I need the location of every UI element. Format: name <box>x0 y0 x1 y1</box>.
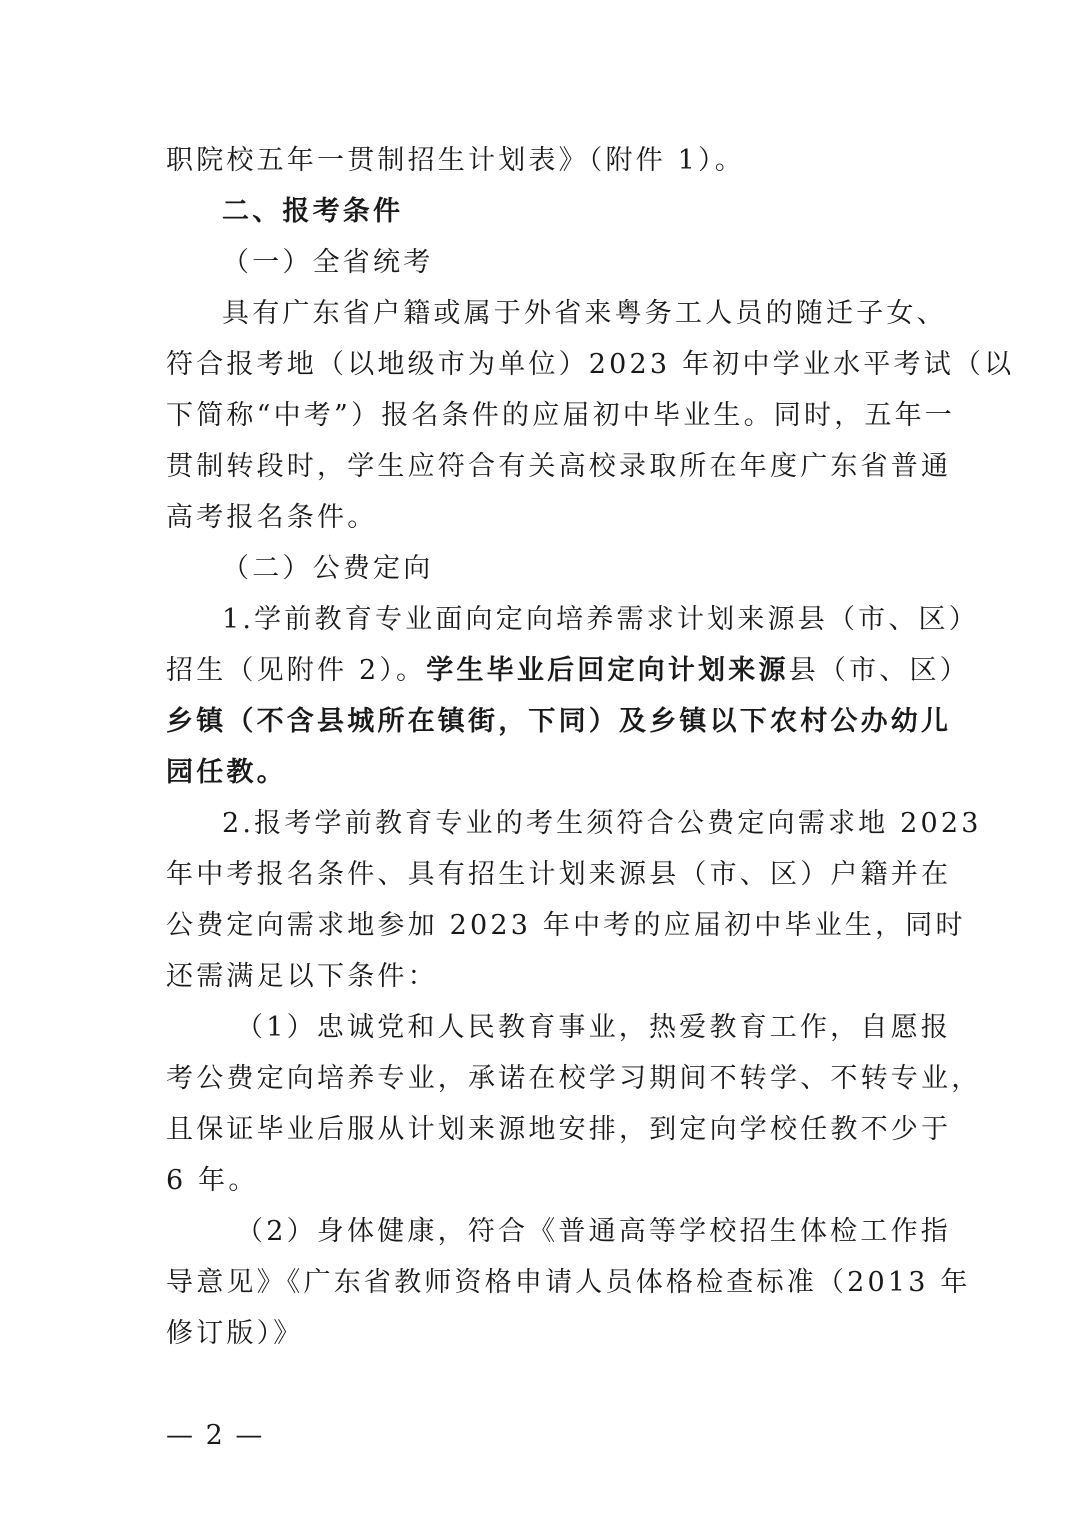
paragraph-line: 考公费定向培养专业，承诺在校学习期间不转学、不转专业， <box>166 1063 982 1094</box>
paragraph-line: 下简称“中考”）报名条件的应届初中毕业生。同时，五年一 <box>166 400 956 431</box>
paragraph-line: 贯制转段时，学生应符合有关高校录取所在年度广东省普通 <box>166 451 952 482</box>
paragraph-line: 职院校五年一贯制招生计划表》（附件 1）。 <box>166 145 745 176</box>
paragraph-line: 具有广东省户籍或属于外省来粤务工人员的随迁子女、 <box>222 298 947 329</box>
paragraph-line <box>166 651 970 691</box>
paragraph-line: 年中考报名条件、具有招生计划来源县（市、区）户籍并在 <box>166 859 952 890</box>
paragraph-line: 1.学前教育专业面向定向培养需求计划来源县（市、区） <box>222 604 979 635</box>
subsection-heading: （二）公费定向 <box>222 553 434 584</box>
paragraph-line: （2）身体健康，符合《普通高等学校招生体检工作指 <box>236 1216 951 1247</box>
paragraph-line: 导意见》《广东省教师资格申请人员体格检查标准（2013 年 <box>166 1267 971 1298</box>
paragraph-line: 符合报考地（以地级市为单位）2023 年初中学业水平考试（以 <box>166 349 1015 380</box>
paragraph-line: 2.报考学前教育专业的考生须符合公费定向需求地 2023 <box>222 808 982 839</box>
paragraph-line: 公费定向需求地参加 2023 年中考的应届初中毕业生，同时 <box>166 910 966 941</box>
section-heading: 二、报考条件 <box>222 196 404 227</box>
text-run: 招生（见附件 2）。 <box>166 655 427 686</box>
paragraph-line: 且保证毕业后服从计划来源地安排，到定向学校任教不少于 <box>166 1114 952 1145</box>
bold-text-run: 学生毕业后回定向计划来源 <box>426 655 789 686</box>
paragraph-line: （1）忠诚党和人民教育事业，热爱教育工作，自愿报 <box>236 1012 951 1043</box>
paragraph-line: 6 年。 <box>166 1165 259 1196</box>
subsection-heading: （一）全省统考 <box>222 247 434 278</box>
text-run: 县（市、区） <box>788 655 970 686</box>
page-number: — 2 — <box>166 1420 265 1451</box>
paragraph-line: 修订版）》 <box>166 1318 304 1349</box>
bold-paragraph-line: 乡镇（不含县城所在镇街，下同）及乡镇以下农村公办幼儿 <box>166 706 952 737</box>
paragraph-line: 还需满足以下条件： <box>166 961 438 992</box>
bold-paragraph-line: 园任教。 <box>166 757 287 788</box>
paragraph-line: 高考报名条件。 <box>166 502 378 533</box>
